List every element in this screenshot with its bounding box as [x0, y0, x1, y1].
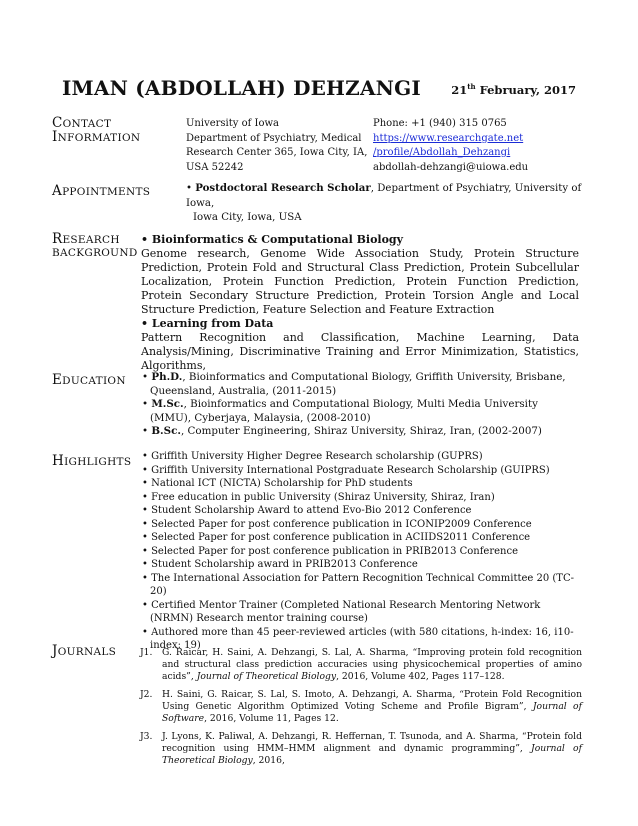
researchgate-link-cont[interactable]: /profile/Abdollah_Dehzangi: [373, 147, 511, 158]
appointment-location: Iowa City, Iowa, USA: [193, 212, 302, 223]
highlight-item: • Student Scholarship award in PRIB2013 Conference: [141, 558, 581, 572]
address-line: Department of Psychiatry, Medical: [186, 132, 362, 144]
education-item: • Ph.D., Bioinformatics and Computational Biology, Griffith University, Brisbane, Queensland, Australia, (2011-2015): [141, 371, 581, 398]
highlight-item: • National ICT (NICTA) Scholarship for PhD students: [141, 477, 581, 491]
journal-entry: J2. H. Saini, G. Raicar, S. Lal, S. Imoto, A. Dehzangi, A. Sharma, “Protein Fold Recognition Using Genetic Algorithm Optimized Voting Scheme and Profile Bigram”, Journal of Software, 2016, Volume 11, Pages 12.: [140, 689, 582, 724]
person-name: IMAN (ABDOLLAH) DEHZANGI: [62, 76, 421, 100]
researchgate-link[interactable]: https://www.researchgate.net: [373, 132, 524, 144]
email-address: abdollah-dehzangi@uiowa.edu: [373, 161, 529, 173]
highlight-item: • Student Scholarship Award to attend Evo-Bio 2012 Conference: [141, 504, 581, 518]
section-title-education: EDUCATION: [52, 372, 126, 388]
highlight-item: • Griffith University Higher Degree Research scholarship (GUPRS): [141, 450, 581, 464]
highlight-item: • Selected Paper for post conference publication in ACIIDS2011 Conference: [141, 531, 581, 545]
address-line: USA 52242: [186, 161, 244, 173]
journal-venue: Journal of Software: [162, 701, 582, 724]
contact-address: [186, 117, 367, 175]
research-background: • Bioinformatics & Computational Biology Genome research, Genome Wide Association Study, Protein Structure Prediction, Protein Fold and Structural Class Prediction, Protein Subcellular Localization, Protein Function Prediction, Protein Function Prediction, Protein Secondary Structure Prediction, Protein Torsion Angle and Local Structure Prediction, Feature Selection and Feature Extraction • Learning from Data Pattern Recognition and Classification, Machine Learning, Data Analysis/Mining, Discriminative Training and Error Minimization, Statistics, Algorithms,: [141, 233, 579, 372]
highlight-item: • Free education in public University (Shiraz University, Shiraz, Iran): [141, 491, 581, 505]
appointment-entry: • Postdoctoral Research Scholar, Department of Psychiatry, University of Iowa, Iowa City, Iowa, USA: [186, 181, 586, 226]
section-title-appointments: APPOINTMENTS: [52, 183, 151, 199]
journal-number: J2.: [140, 689, 153, 700]
journal-entry: J3. J. Lyons, K. Paliwal, A. Dehzangi, R. Heffernan, T. Tsunoda, and A. Sharma, “Protein fold recognition using HMM–HMM alignment and dynamic programming”, Journal of Theoretical Biology, 2016,: [140, 731, 582, 766]
highlight-item: • The International Association for Pattern Recognition Technical Committee 20 (TC-20): [141, 572, 581, 599]
section-title-journals: JOURNALS: [52, 643, 117, 659]
highlight-item: • Griffith University International Postgraduate Research Scholarship (GUIPRS): [141, 464, 581, 478]
research-topic-title: Learning from Data: [151, 317, 274, 330]
cv-date: 21th February, 2017: [451, 82, 576, 97]
journals-list: [140, 647, 582, 773]
highlight-item: • Selected Paper for post conference publication in ICONIP2009 Conference: [141, 518, 581, 532]
journal-number: J1.: [140, 647, 153, 658]
journal-venue: Journal of Theoretical Biology: [196, 671, 337, 682]
education-item: • B.Sc., Computer Engineering, Shiraz University, Shiraz, Iran, (2002-2007): [141, 425, 581, 439]
address-line: Research Center 365, Iowa City, IA,: [186, 147, 368, 158]
section-title-research: RESEARCH BACKGROUND: [52, 231, 138, 259]
journal-venue: Journal of Theoretical Biology: [162, 743, 582, 766]
highlight-item: • Selected Paper for post conference publication in PRIB2013 Conference: [141, 545, 581, 559]
highlight-item: • Certified Mentor Trainer (Completed National Research Mentoring Network (NRMN) Research mentor training course): [141, 599, 581, 626]
cv-header: [62, 76, 576, 104]
appointment-title: Postdoctoral Research Scholar: [195, 182, 371, 194]
section-title-contact: CONTACT INFORMATION: [52, 115, 141, 145]
address-line: University of Iowa: [186, 118, 279, 129]
journal-number: J3.: [140, 731, 153, 742]
phone-number: Phone: +1 (940) 315 0765: [373, 118, 507, 129]
highlights-list: [141, 450, 581, 653]
research-topic-title: Bioinformatics & Computational Biology: [151, 233, 404, 246]
research-topic-text: Pattern Recognition and Classification, Machine Learning, Data Analysis/Mining, Discriminative Training and Error Minimization, Statistics, Algorithms,: [141, 331, 579, 372]
education-list: [141, 371, 581, 439]
contact-details: [373, 117, 528, 175]
research-topic-text: Genome research, Genome Wide Association Study, Protein Structure Prediction, Protein Fold and Structural Class Prediction, Protein Subcellular Localization, Protein Function Prediction, Protein Function Prediction, Protein Secondary Structure Prediction, Protein Torsion Angle and Local Structure Prediction, Feature Selection and Feature Extraction: [141, 247, 579, 316]
highlight-item: • Authored more than 45 peer-reviewed articles (with 580 citations, h-index: 16, i10-index: 19): [141, 626, 581, 653]
education-item: • M.Sc., Bioinformatics and Computational Biology, Multi Media University (MMU), Cyberjaya, Malaysia, (2008-2010): [141, 398, 581, 425]
section-title-highlights: HIGHLIGHTS: [52, 453, 132, 469]
journal-entry: J1. G. Raicar, H. Saini, A. Dehzangi, S. Lal, A. Sharma, “Improving protein fold recognition and structural class prediction accuracies using physicochemical properties of amino acids”, Journal of Theoretical Biology, 2016, Volume 402, Pages 117–128.: [140, 647, 582, 682]
appointment-detail: , Department of Psychiatry, University of Iowa,: [186, 183, 582, 209]
